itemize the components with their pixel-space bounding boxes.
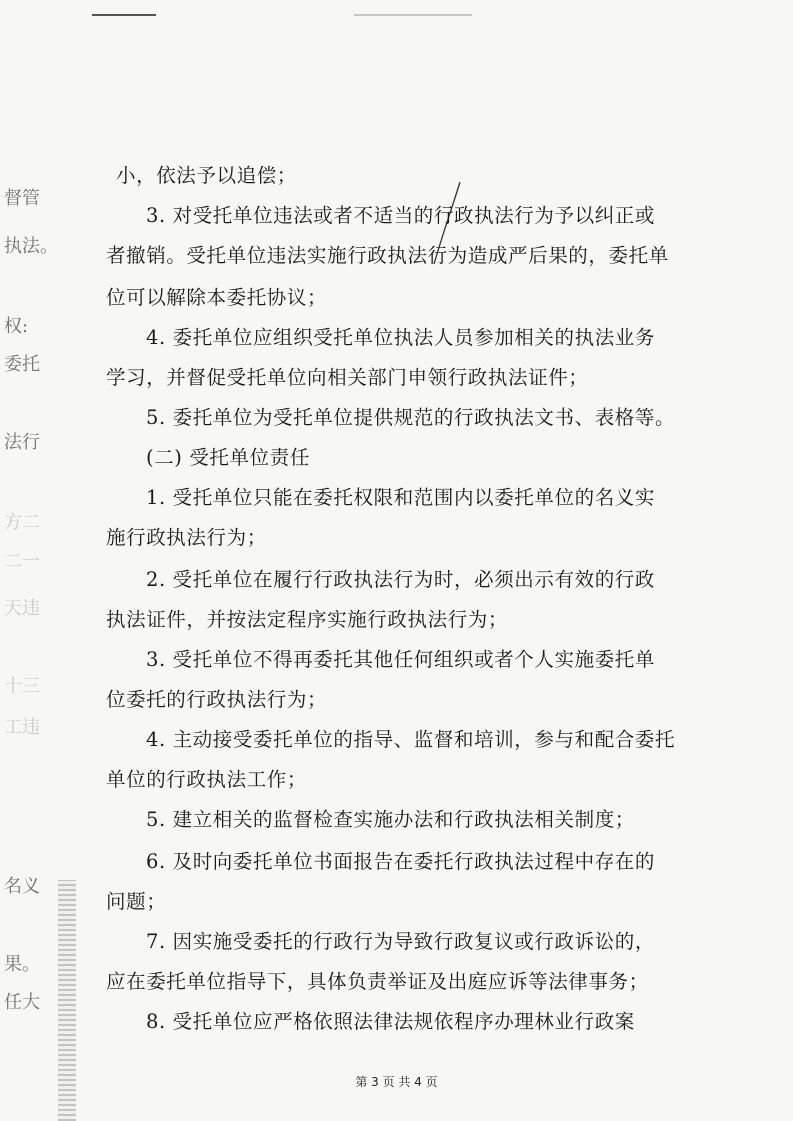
margin-fragment: 督管 xyxy=(4,188,40,209)
margin-fragment: 十三 xyxy=(4,676,40,697)
text-line: 4. 主动接受委托单位的指导、监督和培训，参与和配合委托 xyxy=(146,728,676,751)
page-number: 第 3 页 共 4 页 xyxy=(355,1075,438,1089)
text-line: 小，依法予以追偿； xyxy=(116,164,297,187)
margin-fragment: 委托 xyxy=(4,354,40,375)
margin-fragment: 法行 xyxy=(4,432,40,453)
text-line: 学习，并督促受托单位向相关部门申领行政执法证件； xyxy=(106,366,589,389)
text-line: 施行政执法行为； xyxy=(106,526,267,549)
text-line: 执法证件，并按法定程序实施行政执法行为； xyxy=(106,608,509,631)
text-line: 1. 受托单位只能在委托权限和范围内以委托单位的名义实 xyxy=(146,486,656,509)
margin-fragment: 权: xyxy=(4,316,29,337)
text-line: 单位的行政执法工作； xyxy=(106,768,308,791)
section-heading: (二) 受托单位责任 xyxy=(146,446,310,469)
margin-fragment: 执法。 xyxy=(4,236,58,257)
text-line: 2. 受托单位在履行行政执法行为时，必须出示有效的行政 xyxy=(146,568,656,591)
adjacent-page-bleed xyxy=(4,0,62,1121)
text-line: 3. 受托单位不得再委托其他任何组织或者个人实施委托单 xyxy=(146,648,656,671)
text-line: 5. 建立相关的监督检查实施办法和行政执法相关制度； xyxy=(146,808,635,831)
text-line: 7. 因实施受委托的行政行为导致行政复议或行政诉讼的， xyxy=(146,930,656,953)
text-line: 者撤销。受托单位违法实施行政执法行为造成严后果的，委托单 xyxy=(106,244,669,267)
text-line: 位委托的行政执法行为； xyxy=(106,688,328,711)
margin-fragment: 果。 xyxy=(4,954,40,975)
text-line: 3. 对受托单位违法或者不适当的行政执法行为予以纠正或 xyxy=(146,204,656,227)
text-line: 6. 及时向委托单位书面报告在委托行政执法过程中存在的 xyxy=(146,850,656,873)
text-line: 4. 委托单位应组织受托单位执法人员参加相关的执法业务 xyxy=(146,326,656,349)
margin-fragment: 二一 xyxy=(4,551,40,572)
scan-mark xyxy=(92,14,156,16)
margin-fragment: 天违 xyxy=(4,598,40,619)
text-line: 8. 受托单位应严格依照法律法规依程序办理林业行政案 xyxy=(146,1010,635,1033)
text-line: 位可以解除本委托协议； xyxy=(106,286,328,309)
text-line: 问题； xyxy=(106,890,167,913)
text-line: 5. 委托单位为受托单位提供规范的行政执法文书、表格等。 xyxy=(146,406,676,429)
margin-fragment: 名义 xyxy=(4,876,40,897)
scan-mark xyxy=(354,14,472,16)
margin-fragment: 方二 xyxy=(4,512,40,533)
margin-fragment: 任大 xyxy=(4,992,40,1013)
text-line: 应在委托单位指导下，具体负责举证及出庭应诉等法律事务； xyxy=(106,970,649,993)
margin-fragment: 工违 xyxy=(4,717,40,738)
